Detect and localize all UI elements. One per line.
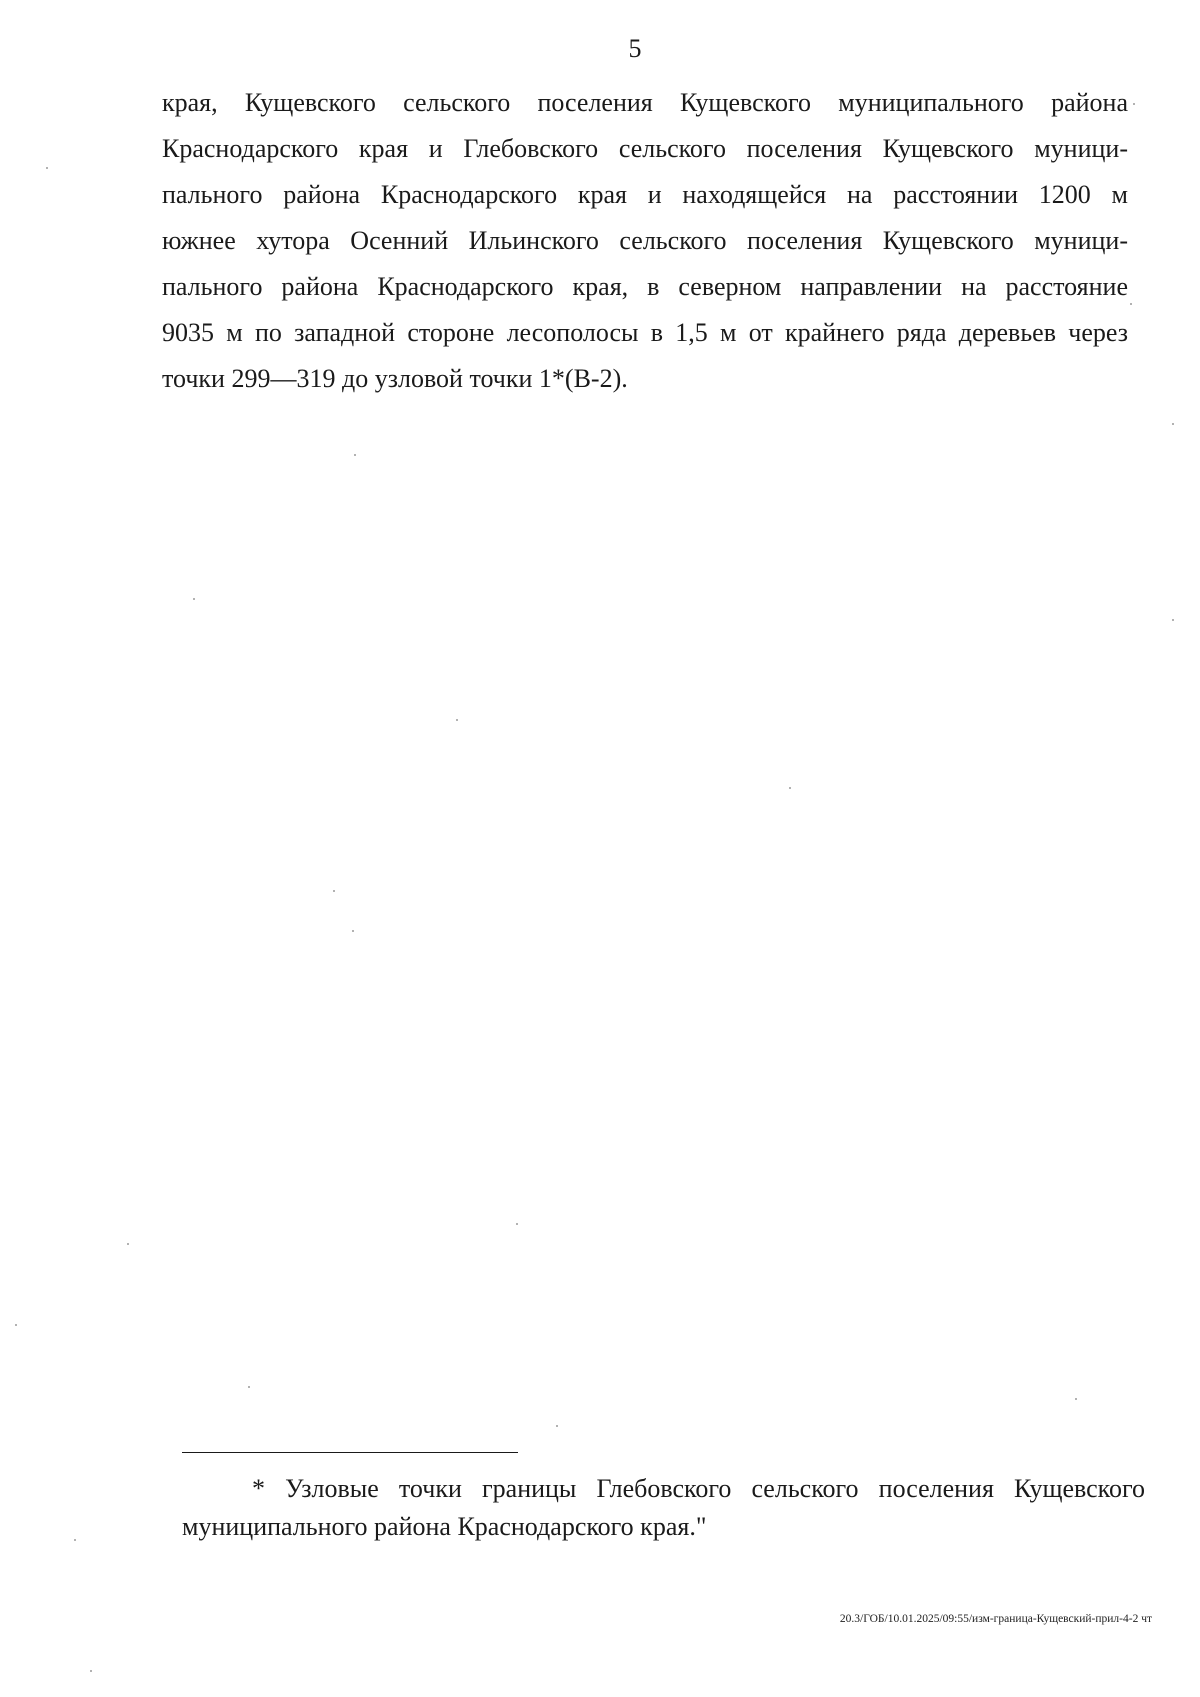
page-number: 5 <box>628 34 642 63</box>
footnote-line: * Узловые точки границы Глебовского сельского поселения Кущевского <box>252 1474 1145 1503</box>
scan-speck <box>352 930 354 932</box>
scan-speck <box>248 1386 250 1388</box>
body-line: края, Кущевского сельского поселения Кущевского муниципального района <box>162 88 1128 117</box>
body-line: пального района Краснодарского края, в северном направлении на расстояние <box>162 272 1128 301</box>
footnote <box>182 1470 1145 1546</box>
scan-speck <box>354 454 356 456</box>
scan-speck <box>456 719 458 721</box>
scan-speck <box>1133 103 1135 105</box>
body-line: точки 299—319 до узловой точки 1*(В-2). <box>162 364 628 393</box>
body-line: Краснодарского края и Глебовского сельского поселения Кущевского муници- <box>162 134 1128 163</box>
body-line: пального района Краснодарского края и находящейся на расстоянии 1200 м <box>162 180 1128 209</box>
scan-speck <box>333 890 335 892</box>
body-line: южнее хутора Осенний Ильинского сельского поселения Кущевского муници- <box>162 226 1128 255</box>
scan-speck <box>1172 423 1174 425</box>
footnote-line: муниципального района Краснодарского края." <box>182 1512 707 1541</box>
scan-speck <box>15 1324 17 1326</box>
file-path-stamp: 20.3/ГОБ/10.01.2025/09:55/изм-граница-Кущевский-прил-4-2 чт <box>839 1613 1152 1625</box>
body-paragraph <box>162 80 1128 402</box>
footnote-divider <box>182 1452 518 1453</box>
scan-speck <box>516 1223 518 1225</box>
body-line: 9035 м по западной стороне лесополосы в 1,5 м от крайнего ряда деревьев через <box>162 318 1128 347</box>
scan-speck <box>1172 619 1174 621</box>
scan-speck <box>1075 1398 1077 1400</box>
scan-speck <box>1130 303 1132 305</box>
scan-speck <box>193 598 195 600</box>
scan-speck <box>46 167 48 169</box>
scan-speck <box>74 1539 76 1541</box>
scan-speck <box>556 1425 558 1427</box>
scan-speck <box>789 787 791 789</box>
scan-speck <box>127 1243 129 1245</box>
scan-speck <box>90 1670 92 1672</box>
